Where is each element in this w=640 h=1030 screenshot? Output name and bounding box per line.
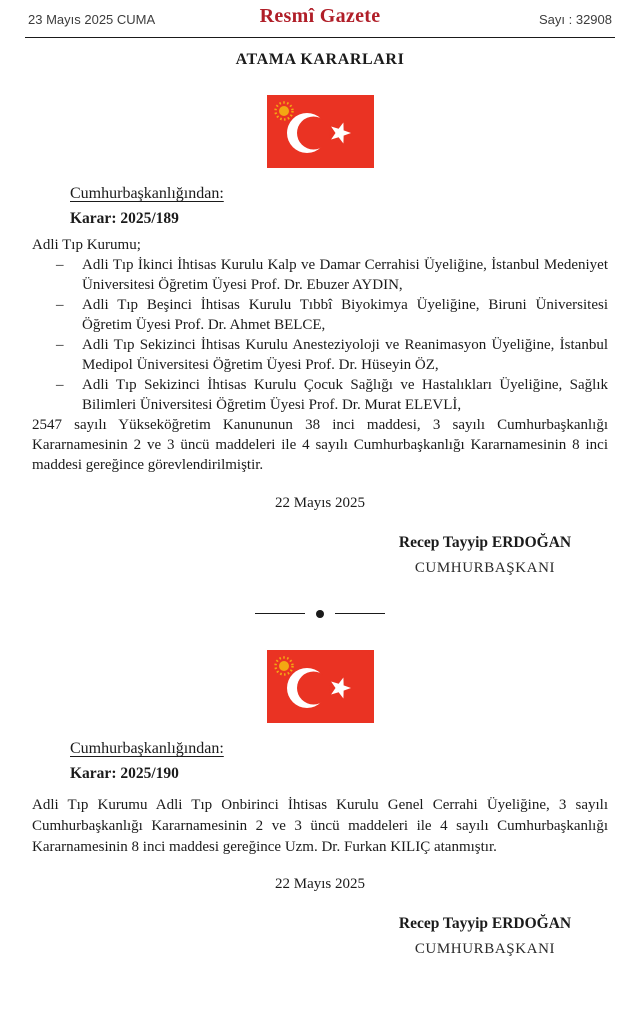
divider-dot (316, 610, 324, 618)
list-item-text: Adli Tıp Beşinci İhtisas Kurulu Tıbbî Biyokimya Üyeliğine, Biruni Üniversitesi Öğretim Üyesi Prof. Dr. Ahmet BELCE, (82, 297, 608, 333)
signature-block (370, 915, 600, 958)
list-dash-marker: – (56, 337, 64, 353)
appointment-list (32, 255, 608, 415)
decree-section-2 (0, 740, 640, 958)
page-title: ATAMA KARARLARI (235, 51, 405, 68)
decision-number: Karar: 2025/189 (70, 210, 179, 227)
decision-number: Karar: 2025/190 (70, 765, 179, 782)
sun-disc-icon (279, 661, 289, 671)
decree-date: 22 Mayıs 2025 (275, 876, 365, 892)
issuing-authority: Cumhurbaşkanlığından: (70, 185, 224, 202)
signer-name: Recep Tayyip ERDOĞAN (398, 534, 572, 551)
masthead-title: Resmî Gazete (259, 5, 381, 27)
gazette-header (25, 0, 615, 38)
list-item (32, 295, 608, 335)
list-item-text: Adli Tıp İkinci İhtisas Kurulu Kalp ve Damar Cerrahisi Üyeliğine, İstanbul Medeniyet Üniversitesi Öğretim Üyesi Prof. Dr. Ebuzer AYDIN, (82, 257, 608, 293)
crescent-inner (297, 117, 330, 150)
presidency-flag-icon (267, 650, 374, 723)
list-dash-marker: – (56, 377, 64, 393)
list-item (32, 335, 608, 375)
list-item (32, 255, 608, 295)
list-dash-marker: – (56, 297, 64, 313)
divider-line (335, 613, 385, 614)
presidency-flag-icon (267, 95, 374, 168)
decree-intro: Adli Tıp Kurumu; (32, 237, 141, 253)
signer-title: CUMHURBAŞKANI (414, 941, 556, 957)
signer-name: Recep Tayyip ERDOĞAN (398, 915, 572, 932)
list-item-text: Adli Tıp Sekizinci İhtisas Kurulu Çocuk Sağlığı ve Hastalıkları Üyeliğine, Sağlık Bilimleri Üniversitesi Öğretim Üyesi Prof. Dr. Murat ELEVLİ, (82, 377, 608, 413)
issuing-authority: Cumhurbaşkanlığından: (70, 740, 224, 757)
signer-title: CUMHURBAŞKANI (414, 560, 556, 576)
divider-line (255, 613, 305, 614)
header-issue-number: Sayı : 32908 (539, 12, 612, 27)
crescent-inner (297, 672, 330, 705)
header-date: 23 Mayıs 2025 CUMA (28, 12, 156, 27)
signature-block (370, 534, 600, 577)
list-item (32, 375, 608, 415)
decree-body: Adli Tıp Kurumu Adli Tıp Onbirinci İhtisas Kurulu Genel Cerrahi Üyeliğine, 3 sayılı Cumhurbaşkanlığı Kararnamesinin 2 ve 3 üncü maddeleri ile 4 sayılı Cumhurbaşkanlığı Kararnamesinin 8 inci maddesi gereğince Uzm. Dr. Furkan KILIÇ atanmıştır. (32, 797, 608, 855)
decree-closing: 2547 sayılı Yükseköğretim Kanununun 38 inci maddesi, 3 sayılı Cumhurbaşkanlığı Kararnamesinin 2 ve 3 üncü maddeleri ile 4 sayılı Cumhurbaşkanlığı Kararnamesinin 8 inci maddesi gereğince görevlendirilmiştir. (32, 417, 608, 473)
decree-section-1 (0, 185, 640, 577)
section-divider (255, 609, 385, 618)
sun-disc-icon (279, 106, 289, 116)
list-item-text: Adli Tıp Sekizinci İhtisas Kurulu Anesteziyoloji ve Reanimasyon Üyeliğine, İstanbul Medipol Üniversitesi Öğretim Üyesi Prof. Dr. Hüseyin ÖZ, (82, 337, 608, 373)
decree-date: 22 Mayıs 2025 (275, 495, 365, 511)
list-dash-marker: – (56, 257, 64, 273)
